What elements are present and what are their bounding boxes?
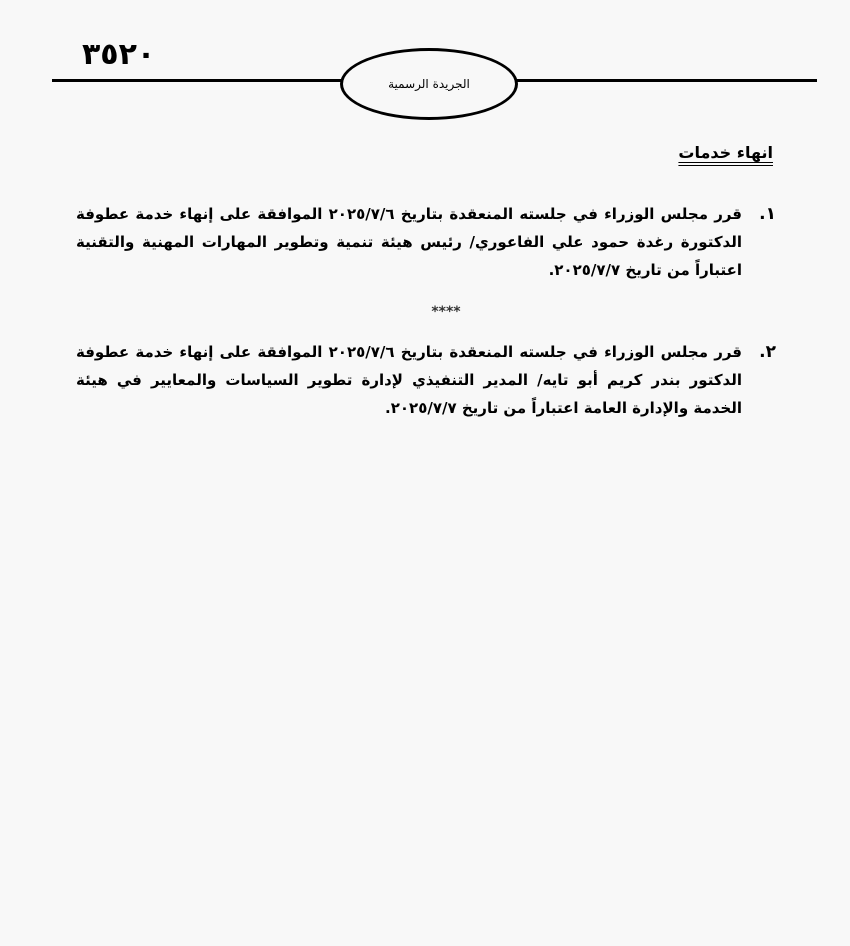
decision-list: [76, 200, 776, 422]
separator: ****: [431, 304, 461, 320]
decision-item: [76, 200, 776, 284]
item-number: ١.: [759, 204, 776, 224]
item-text: قرر مجلس الوزراء في جلسته المنعقدة بتاريخ ٢٠٢٥/٧/٦ الموافقة على إنهاء خدمة عطوفة الدكتور بندر كريم أبو تايه/ المدير التنفيذي لإدارة تطوير السياسات والمعايير في هيئة الخدمة والإدارة العامة اعتباراً من تاريخ ٢٠٢٥/٧/٧.: [76, 343, 742, 417]
item-text: قرر مجلس الوزراء في جلسته المنعقدة بتاريخ ٢٠٢٥/٧/٦ الموافقة على إنهاء خدمة عطوفة الدكتورة رغدة حمود علي الفاعوري/ رئيس هيئة تنمية وتطوير المهارات المهنية والتقنية اعتباراً من تاريخ ٢٠٢٥/٧/٧.: [76, 205, 742, 279]
publication-name: الجريدة الرسمية: [388, 77, 470, 91]
page-number: ٣٥٢٠: [82, 37, 156, 72]
item-number: ٢.: [759, 342, 776, 362]
decision-item: [76, 338, 776, 422]
section-title: انهاء خدمات: [678, 143, 773, 162]
publication-oval: [340, 48, 518, 120]
